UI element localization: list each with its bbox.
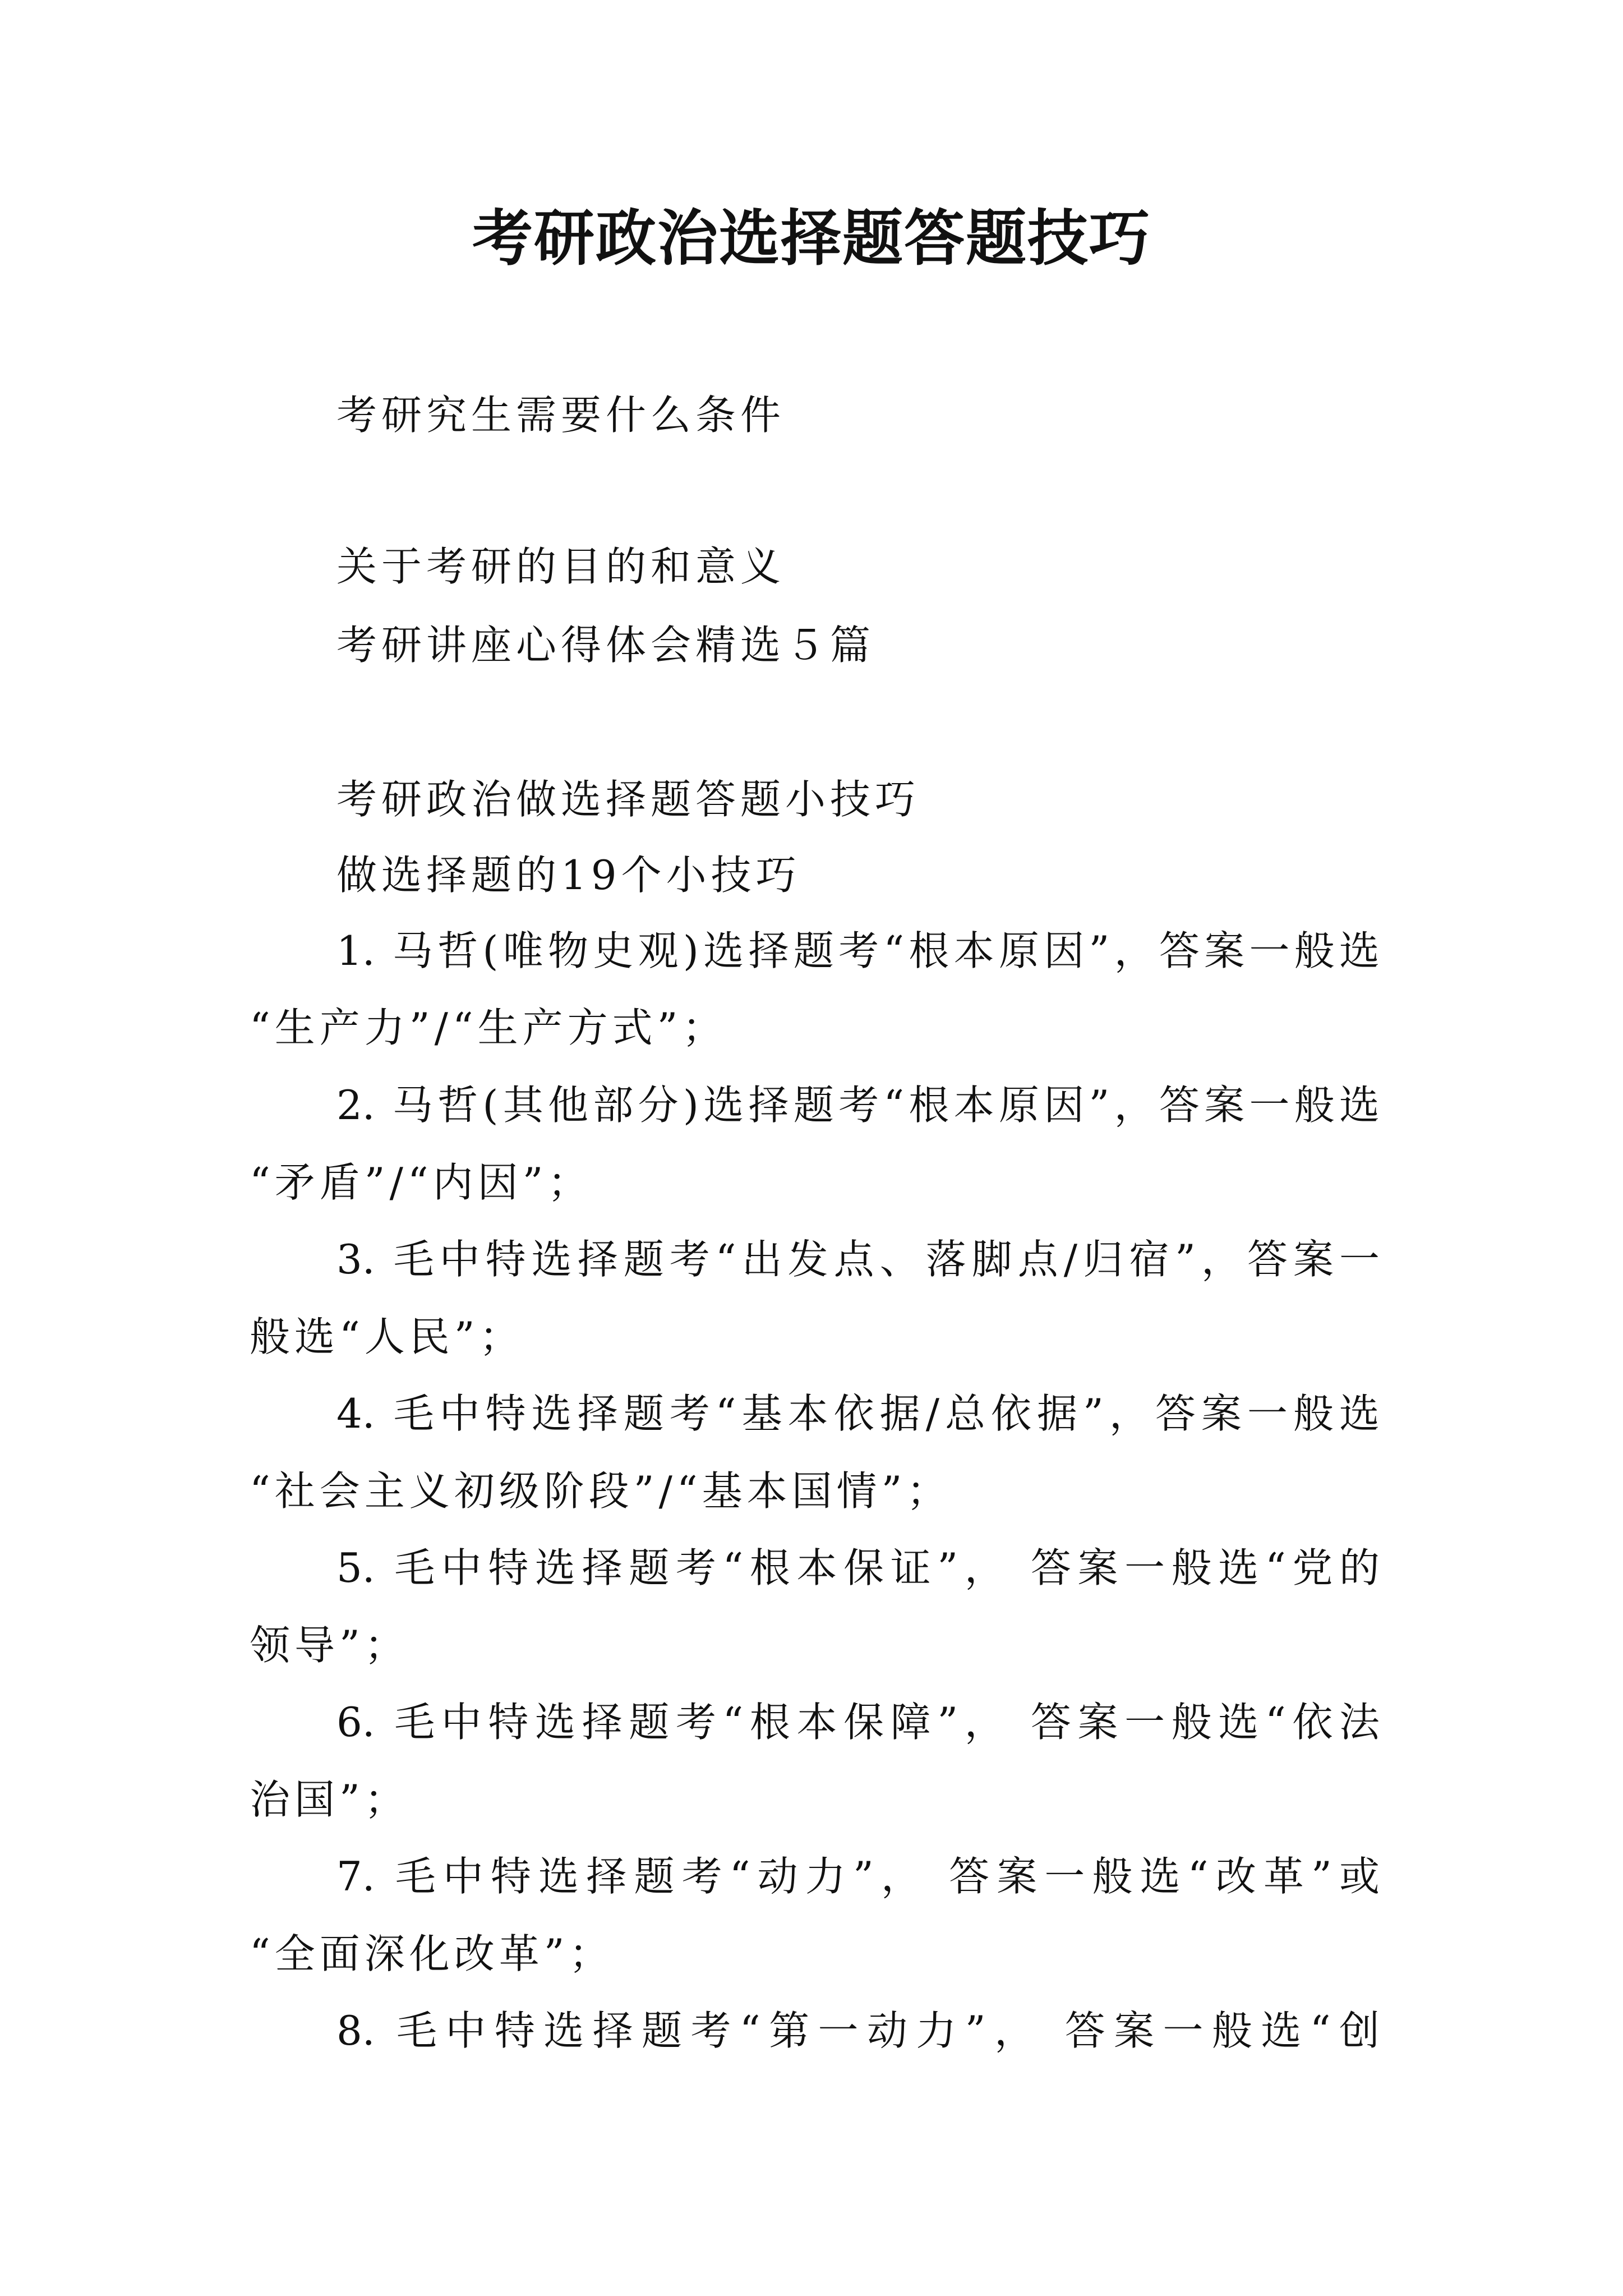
related-link-2[interactable]: 关于考研的目的和意义 (336, 543, 786, 590)
list-item-6-line-1: 6. 毛中特选择题考“根本保障”， 答案一般选“依法 (336, 1699, 1380, 1746)
list-item-3-line-1: 3. 毛中特选择题考“出发点、落脚点/归宿”，答案一 (336, 1236, 1380, 1283)
list-item-5-line-1: 5. 毛中特选择题考“根本保证”， 答案一般选“党的 (336, 1544, 1380, 1591)
related-link-3[interactable]: 考研讲座心得体会精选５篇 (336, 622, 875, 669)
list-item-7-line-2: “全面深化改革”； (250, 1930, 614, 1977)
list-item-4-line-1: 4. 毛中特选择题考“基本依据/总依据”，答案一般选 (336, 1390, 1380, 1437)
list-item-4-line-2: “社会主义初级阶段”/“基本国情”； (250, 1467, 952, 1515)
list-item-6-line-2: 治国”； (250, 1776, 409, 1823)
section-heading: 考研政治做选择题答题小技巧 (336, 776, 920, 823)
list-item-7-line-1: 7. 毛中特选择题考“动力”， 答案一般选“改革”或 (336, 1853, 1380, 1900)
list-item-5-line-2: 领导”； (250, 1622, 409, 1669)
list-item-2-line-2: “矛盾”/“内因”； (250, 1159, 593, 1206)
subheading: 做选择题的19个小技巧 (336, 852, 801, 899)
related-link-1[interactable]: 考研究生需要什么条件 (336, 392, 786, 439)
list-item-1-line-2: “生产力”/“生产方式”； (250, 1004, 727, 1051)
document-title: 考研政治选择题答题技巧 (472, 203, 1151, 274)
list-item-2-line-1: 2. 马哲(其他部分)选择题考“根本原因”，答案一般选 (336, 1082, 1380, 1129)
list-item-8-line-1: 8. 毛中特选择题考“第一动力”， 答案一般选“创 (336, 2007, 1380, 2054)
list-item-1-line-1: 1. 马哲(唯物史观)选择题考“根本原因”，答案一般选 (336, 927, 1380, 974)
list-item-3-line-2: 般选“人民”； (250, 1313, 524, 1360)
